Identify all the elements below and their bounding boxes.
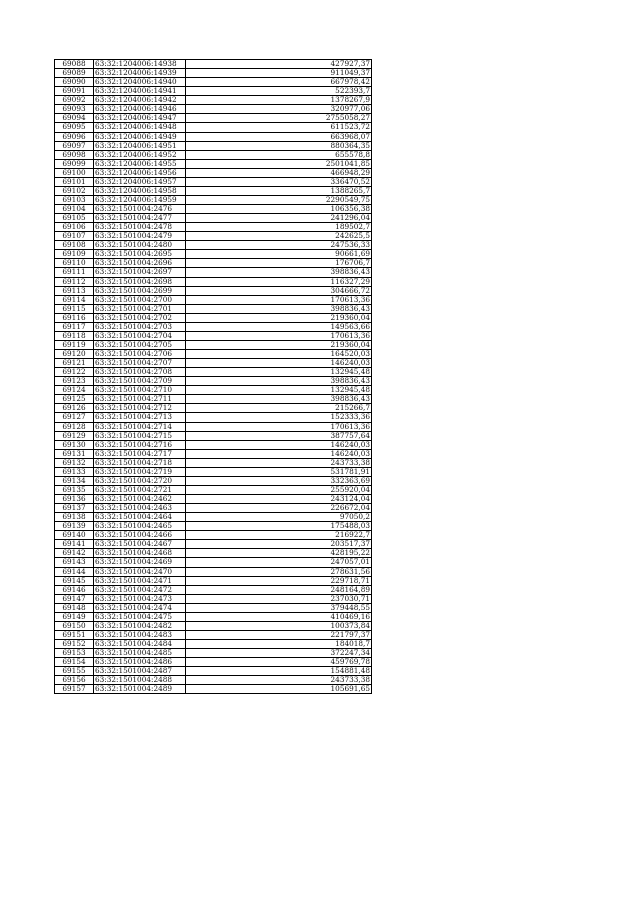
table-row xyxy=(55,640,372,649)
cadastral-number-cell: 63:32:1501004:2711 xyxy=(94,395,186,404)
row-number-cell: 69109 xyxy=(55,250,94,259)
value-cell: 243733,38 xyxy=(186,458,372,467)
cadastral-number-cell: 63:32:1501004:2717 xyxy=(94,449,186,458)
value-cell: 247536,33 xyxy=(186,241,372,250)
table-row xyxy=(55,195,372,204)
row-number-cell: 69089 xyxy=(55,69,94,78)
table-row xyxy=(55,168,372,177)
value-cell: 247057,01 xyxy=(186,558,372,567)
value-cell: 398836,43 xyxy=(186,268,372,277)
cadastral-number-cell: 63:32:1204006:14952 xyxy=(94,150,186,159)
row-number-cell: 69088 xyxy=(55,60,94,69)
value-cell: 189502,7 xyxy=(186,223,372,232)
table-row xyxy=(55,440,372,449)
row-number-cell: 69139 xyxy=(55,522,94,531)
cadastral-number-cell: 63:32:1501004:2465 xyxy=(94,522,186,531)
row-number-cell: 69122 xyxy=(55,368,94,377)
table-body xyxy=(55,60,372,694)
cadastral-number-cell: 63:32:1501004:2476 xyxy=(94,205,186,214)
table-row xyxy=(55,277,372,286)
cadastral-number-cell: 63:32:1501004:2710 xyxy=(94,386,186,395)
row-number-cell: 69097 xyxy=(55,141,94,150)
cadastral-number-cell: 63:32:1501004:2479 xyxy=(94,232,186,241)
value-cell: 216922,7 xyxy=(186,531,372,540)
table-row xyxy=(55,504,372,513)
table-row xyxy=(55,540,372,549)
value-cell: 132945,48 xyxy=(186,386,372,395)
row-number-cell: 69150 xyxy=(55,621,94,630)
value-cell: 241296,04 xyxy=(186,214,372,223)
value-cell: 170613,36 xyxy=(186,331,372,340)
value-cell: 398836,43 xyxy=(186,377,372,386)
cadastral-number-cell: 63:32:1501004:2700 xyxy=(94,295,186,304)
table-row xyxy=(55,386,372,395)
row-number-cell: 69099 xyxy=(55,159,94,168)
value-cell: 255920,04 xyxy=(186,485,372,494)
value-cell: 428195,22 xyxy=(186,549,372,558)
table-row xyxy=(55,476,372,485)
cadastral-number-cell: 63:32:1204006:14955 xyxy=(94,159,186,168)
row-number-cell: 69153 xyxy=(55,649,94,658)
table-row xyxy=(55,495,372,504)
row-number-cell: 69116 xyxy=(55,313,94,322)
cadastral-number-cell: 63:32:1501004:2698 xyxy=(94,277,186,286)
row-number-cell: 69131 xyxy=(55,449,94,458)
table-row xyxy=(55,368,372,377)
cadastral-number-cell: 63:32:1501004:2705 xyxy=(94,340,186,349)
table-row xyxy=(55,458,372,467)
value-cell: 105691,65 xyxy=(186,685,372,694)
table-row xyxy=(55,685,372,694)
row-number-cell: 69143 xyxy=(55,558,94,567)
row-number-cell: 69102 xyxy=(55,186,94,195)
table-row xyxy=(55,522,372,531)
value-cell: 372247,34 xyxy=(186,649,372,658)
row-number-cell: 69125 xyxy=(55,395,94,404)
value-cell: 146240,03 xyxy=(186,449,372,458)
value-cell: 911049,37 xyxy=(186,69,372,78)
cadastral-number-cell: 63:32:1501004:2489 xyxy=(94,685,186,694)
value-cell: 221797,37 xyxy=(186,630,372,639)
row-number-cell: 69095 xyxy=(55,123,94,132)
value-cell: 242625,5 xyxy=(186,232,372,241)
table-row xyxy=(55,150,372,159)
cadastral-number-cell: 63:32:1501004:2696 xyxy=(94,259,186,268)
value-cell: 320977,06 xyxy=(186,105,372,114)
cadastral-number-cell: 63:32:1501004:2718 xyxy=(94,458,186,467)
table-row xyxy=(55,567,372,576)
table-row xyxy=(55,667,372,676)
cadastral-number-cell: 63:32:1501004:2467 xyxy=(94,540,186,549)
value-cell: 427927,37 xyxy=(186,60,372,69)
cadastral-number-cell: 63:32:1501004:2713 xyxy=(94,413,186,422)
row-number-cell: 69117 xyxy=(55,322,94,331)
value-cell: 531781,91 xyxy=(186,467,372,476)
table-row xyxy=(55,350,372,359)
row-number-cell: 69126 xyxy=(55,404,94,413)
cadastral-number-cell: 63:32:1501004:2475 xyxy=(94,612,186,621)
table-row xyxy=(55,549,372,558)
table-row xyxy=(55,485,372,494)
row-number-cell: 69151 xyxy=(55,630,94,639)
table-row xyxy=(55,658,372,667)
row-number-cell: 69132 xyxy=(55,458,94,467)
cadastral-number-cell: 63:32:1501004:2720 xyxy=(94,476,186,485)
row-number-cell: 69137 xyxy=(55,504,94,513)
row-number-cell: 69149 xyxy=(55,612,94,621)
value-cell: 466948,29 xyxy=(186,168,372,177)
value-cell: 248164,89 xyxy=(186,585,372,594)
table-row xyxy=(55,87,372,96)
table-row xyxy=(55,223,372,232)
value-cell: 132945,48 xyxy=(186,368,372,377)
value-cell: 237030,71 xyxy=(186,594,372,603)
row-number-cell: 69142 xyxy=(55,549,94,558)
row-number-cell: 69145 xyxy=(55,576,94,585)
row-number-cell: 69110 xyxy=(55,259,94,268)
cadastral-number-cell: 63:32:1501004:2714 xyxy=(94,422,186,431)
table-row xyxy=(55,286,372,295)
value-cell: 387757,64 xyxy=(186,431,372,440)
value-cell: 2290549,75 xyxy=(186,195,372,204)
cadastral-number-cell: 63:32:1204006:14940 xyxy=(94,78,186,87)
value-cell: 203517,37 xyxy=(186,540,372,549)
table-row xyxy=(55,413,372,422)
table-row xyxy=(55,60,372,69)
table-row xyxy=(55,585,372,594)
value-cell: 175488,03 xyxy=(186,522,372,531)
table-row xyxy=(55,531,372,540)
table-row xyxy=(55,250,372,259)
row-number-cell: 69103 xyxy=(55,195,94,204)
row-number-cell: 69156 xyxy=(55,676,94,685)
table-row xyxy=(55,422,372,431)
value-cell: 243124,04 xyxy=(186,495,372,504)
cadastral-number-cell: 63:32:1501004:2708 xyxy=(94,368,186,377)
value-cell: 149563,66 xyxy=(186,322,372,331)
table-row xyxy=(55,404,372,413)
value-cell: 2501041,85 xyxy=(186,159,372,168)
cadastral-number-cell: 63:32:1501004:2719 xyxy=(94,467,186,476)
value-cell: 278631,56 xyxy=(186,567,372,576)
value-cell: 655578,8 xyxy=(186,150,372,159)
row-number-cell: 69114 xyxy=(55,295,94,304)
cadastral-number-cell: 63:32:1501004:2695 xyxy=(94,250,186,259)
value-cell: 229718,71 xyxy=(186,576,372,585)
data-table xyxy=(54,59,372,694)
value-cell: 880364,35 xyxy=(186,141,372,150)
table-row xyxy=(55,123,372,132)
table-row xyxy=(55,621,372,630)
row-number-cell: 69136 xyxy=(55,495,94,504)
value-cell: 152333,36 xyxy=(186,413,372,422)
cadastral-number-cell: 63:32:1501004:2474 xyxy=(94,603,186,612)
cadastral-number-cell: 63:32:1501004:2716 xyxy=(94,440,186,449)
cadastral-number-cell: 63:32:1204006:14956 xyxy=(94,168,186,177)
value-cell: 170613,36 xyxy=(186,422,372,431)
cadastral-number-cell: 63:32:1501004:2488 xyxy=(94,676,186,685)
table-row xyxy=(55,331,372,340)
row-number-cell: 69134 xyxy=(55,476,94,485)
cadastral-number-cell: 63:32:1501004:2707 xyxy=(94,359,186,368)
row-number-cell: 69119 xyxy=(55,340,94,349)
table-row xyxy=(55,449,372,458)
table-row xyxy=(55,205,372,214)
row-number-cell: 69098 xyxy=(55,150,94,159)
row-number-cell: 69094 xyxy=(55,114,94,123)
row-number-cell: 69104 xyxy=(55,205,94,214)
cadastral-number-cell: 63:32:1501004:2706 xyxy=(94,350,186,359)
cadastral-number-cell: 63:32:1501004:2697 xyxy=(94,268,186,277)
cadastral-number-cell: 63:32:1204006:14947 xyxy=(94,114,186,123)
row-number-cell: 69118 xyxy=(55,331,94,340)
row-number-cell: 69111 xyxy=(55,268,94,277)
value-cell: 97050,2 xyxy=(186,513,372,522)
value-cell: 398836,43 xyxy=(186,304,372,313)
table-row xyxy=(55,676,372,685)
row-number-cell: 69112 xyxy=(55,277,94,286)
row-number-cell: 69105 xyxy=(55,214,94,223)
value-cell: 146240,03 xyxy=(186,359,372,368)
value-cell: 332363,69 xyxy=(186,476,372,485)
table-row xyxy=(55,467,372,476)
table-row xyxy=(55,141,372,150)
cadastral-number-cell: 63:32:1501004:2472 xyxy=(94,585,186,594)
row-number-cell: 69146 xyxy=(55,585,94,594)
table-row xyxy=(55,78,372,87)
value-cell: 1388265,7 xyxy=(186,186,372,195)
value-cell: 379448,55 xyxy=(186,603,372,612)
cadastral-number-cell: 63:32:1501004:2484 xyxy=(94,640,186,649)
cadastral-number-cell: 63:32:1501004:2703 xyxy=(94,322,186,331)
row-number-cell: 69100 xyxy=(55,168,94,177)
table-row xyxy=(55,603,372,612)
table-row xyxy=(55,114,372,123)
cadastral-number-cell: 63:32:1501004:2486 xyxy=(94,658,186,667)
row-number-cell: 69130 xyxy=(55,440,94,449)
row-number-cell: 69121 xyxy=(55,359,94,368)
row-number-cell: 69138 xyxy=(55,513,94,522)
row-number-cell: 69127 xyxy=(55,413,94,422)
table-row xyxy=(55,241,372,250)
cadastral-number-cell: 63:32:1204006:14939 xyxy=(94,69,186,78)
row-number-cell: 69128 xyxy=(55,422,94,431)
cadastral-number-cell: 63:32:1501004:2701 xyxy=(94,304,186,313)
value-cell: 106356,38 xyxy=(186,205,372,214)
row-number-cell: 69147 xyxy=(55,594,94,603)
row-number-cell: 69154 xyxy=(55,658,94,667)
value-cell: 154881,48 xyxy=(186,667,372,676)
table-row xyxy=(55,96,372,105)
cadastral-number-cell: 63:32:1501004:2709 xyxy=(94,377,186,386)
value-cell: 304666,72 xyxy=(186,286,372,295)
table-row xyxy=(55,377,372,386)
table-row xyxy=(55,304,372,313)
row-number-cell: 69093 xyxy=(55,105,94,114)
row-number-cell: 69152 xyxy=(55,640,94,649)
cadastral-number-cell: 63:32:1501004:2715 xyxy=(94,431,186,440)
cadastral-number-cell: 63:32:1501004:2473 xyxy=(94,594,186,603)
value-cell: 243733,38 xyxy=(186,676,372,685)
cadastral-number-cell: 63:32:1204006:14949 xyxy=(94,132,186,141)
cadastral-number-cell: 63:32:1501004:2477 xyxy=(94,214,186,223)
table-row xyxy=(55,576,372,585)
value-cell: 176706,7 xyxy=(186,259,372,268)
value-cell: 100373,84 xyxy=(186,621,372,630)
table-row xyxy=(55,295,372,304)
value-cell: 170613,36 xyxy=(186,295,372,304)
row-number-cell: 69092 xyxy=(55,96,94,105)
cadastral-number-cell: 63:32:1501004:2487 xyxy=(94,667,186,676)
row-number-cell: 69155 xyxy=(55,667,94,676)
value-cell: 667978,42 xyxy=(186,78,372,87)
cadastral-number-cell: 63:32:1501004:2702 xyxy=(94,313,186,322)
cadastral-number-cell: 63:32:1204006:14942 xyxy=(94,96,186,105)
row-number-cell: 69108 xyxy=(55,241,94,250)
row-number-cell: 69124 xyxy=(55,386,94,395)
value-cell: 410469,16 xyxy=(186,612,372,621)
row-number-cell: 69148 xyxy=(55,603,94,612)
cadastral-number-cell: 63:32:1204006:14958 xyxy=(94,186,186,195)
cadastral-number-cell: 63:32:1501004:2469 xyxy=(94,558,186,567)
row-number-cell: 69129 xyxy=(55,431,94,440)
cadastral-number-cell: 63:32:1501004:2699 xyxy=(94,286,186,295)
table-row xyxy=(55,313,372,322)
cadastral-number-cell: 63:32:1501004:2485 xyxy=(94,649,186,658)
row-number-cell: 69135 xyxy=(55,485,94,494)
table-row xyxy=(55,513,372,522)
cadastral-number-cell: 63:32:1204006:14946 xyxy=(94,105,186,114)
row-number-cell: 69141 xyxy=(55,540,94,549)
cadastral-number-cell: 63:32:1501004:2483 xyxy=(94,630,186,639)
value-cell: 459769,78 xyxy=(186,658,372,667)
row-number-cell: 69157 xyxy=(55,685,94,694)
table-row xyxy=(55,612,372,621)
value-cell: 336470,52 xyxy=(186,177,372,186)
table-row xyxy=(55,159,372,168)
value-cell: 1378267,9 xyxy=(186,96,372,105)
table-row xyxy=(55,395,372,404)
cadastral-number-cell: 63:32:1501004:2482 xyxy=(94,621,186,630)
row-number-cell: 69096 xyxy=(55,132,94,141)
table-row xyxy=(55,177,372,186)
cadastral-number-cell: 63:32:1204006:14938 xyxy=(94,60,186,69)
table-row xyxy=(55,431,372,440)
value-cell: 2755058,27 xyxy=(186,114,372,123)
row-number-cell: 69144 xyxy=(55,567,94,576)
cadastral-number-cell: 63:32:1501004:2478 xyxy=(94,223,186,232)
cadastral-number-cell: 63:32:1204006:14948 xyxy=(94,123,186,132)
row-number-cell: 69120 xyxy=(55,350,94,359)
table-row xyxy=(55,268,372,277)
value-cell: 226672,04 xyxy=(186,504,372,513)
table-row xyxy=(55,359,372,368)
row-number-cell: 69113 xyxy=(55,286,94,295)
table-row xyxy=(55,649,372,658)
row-number-cell: 69101 xyxy=(55,177,94,186)
value-cell: 215266,7 xyxy=(186,404,372,413)
value-cell: 663968,07 xyxy=(186,132,372,141)
cadastral-number-cell: 63:32:1501004:2468 xyxy=(94,549,186,558)
cadastral-number-cell: 63:32:1204006:14951 xyxy=(94,141,186,150)
value-cell: 398836,43 xyxy=(186,395,372,404)
row-number-cell: 69091 xyxy=(55,87,94,96)
cadastral-number-cell: 63:32:1501004:2712 xyxy=(94,404,186,413)
cadastral-number-cell: 63:32:1204006:14941 xyxy=(94,87,186,96)
table-row xyxy=(55,558,372,567)
value-cell: 164520,03 xyxy=(186,350,372,359)
value-cell: 522393,7 xyxy=(186,87,372,96)
cadastral-number-cell: 63:32:1501004:2704 xyxy=(94,331,186,340)
row-number-cell: 69106 xyxy=(55,223,94,232)
table-row xyxy=(55,259,372,268)
row-number-cell: 69090 xyxy=(55,78,94,87)
table-row xyxy=(55,232,372,241)
cadastral-number-cell: 63:32:1501004:2466 xyxy=(94,531,186,540)
value-cell: 219360,04 xyxy=(186,313,372,322)
table-row xyxy=(55,214,372,223)
value-cell: 184018,7 xyxy=(186,640,372,649)
row-number-cell: 69115 xyxy=(55,304,94,313)
value-cell: 219360,04 xyxy=(186,340,372,349)
table-row xyxy=(55,340,372,349)
cadastral-number-cell: 63:32:1501004:2462 xyxy=(94,495,186,504)
row-number-cell: 69133 xyxy=(55,467,94,476)
table-row xyxy=(55,322,372,331)
value-cell: 116327,29 xyxy=(186,277,372,286)
cadastral-number-cell: 63:32:1501004:2471 xyxy=(94,576,186,585)
value-cell: 90661,69 xyxy=(186,250,372,259)
table-row xyxy=(55,594,372,603)
table-row xyxy=(55,69,372,78)
table-row xyxy=(55,630,372,639)
cadastral-number-cell: 63:32:1501004:2464 xyxy=(94,513,186,522)
cadastral-number-cell: 63:32:1204006:14957 xyxy=(94,177,186,186)
value-cell: 611523,72 xyxy=(186,123,372,132)
table-row xyxy=(55,105,372,114)
table-row xyxy=(55,132,372,141)
cadastral-number-cell: 63:32:1501004:2470 xyxy=(94,567,186,576)
row-number-cell: 69123 xyxy=(55,377,94,386)
cadastral-number-cell: 63:32:1501004:2480 xyxy=(94,241,186,250)
row-number-cell: 69107 xyxy=(55,232,94,241)
cadastral-number-cell: 63:32:1501004:2463 xyxy=(94,504,186,513)
cadastral-number-cell: 63:32:1204006:14959 xyxy=(94,195,186,204)
value-cell: 146240,03 xyxy=(186,440,372,449)
cadastral-number-cell: 63:32:1501004:2721 xyxy=(94,485,186,494)
row-number-cell: 69140 xyxy=(55,531,94,540)
table-row xyxy=(55,186,372,195)
